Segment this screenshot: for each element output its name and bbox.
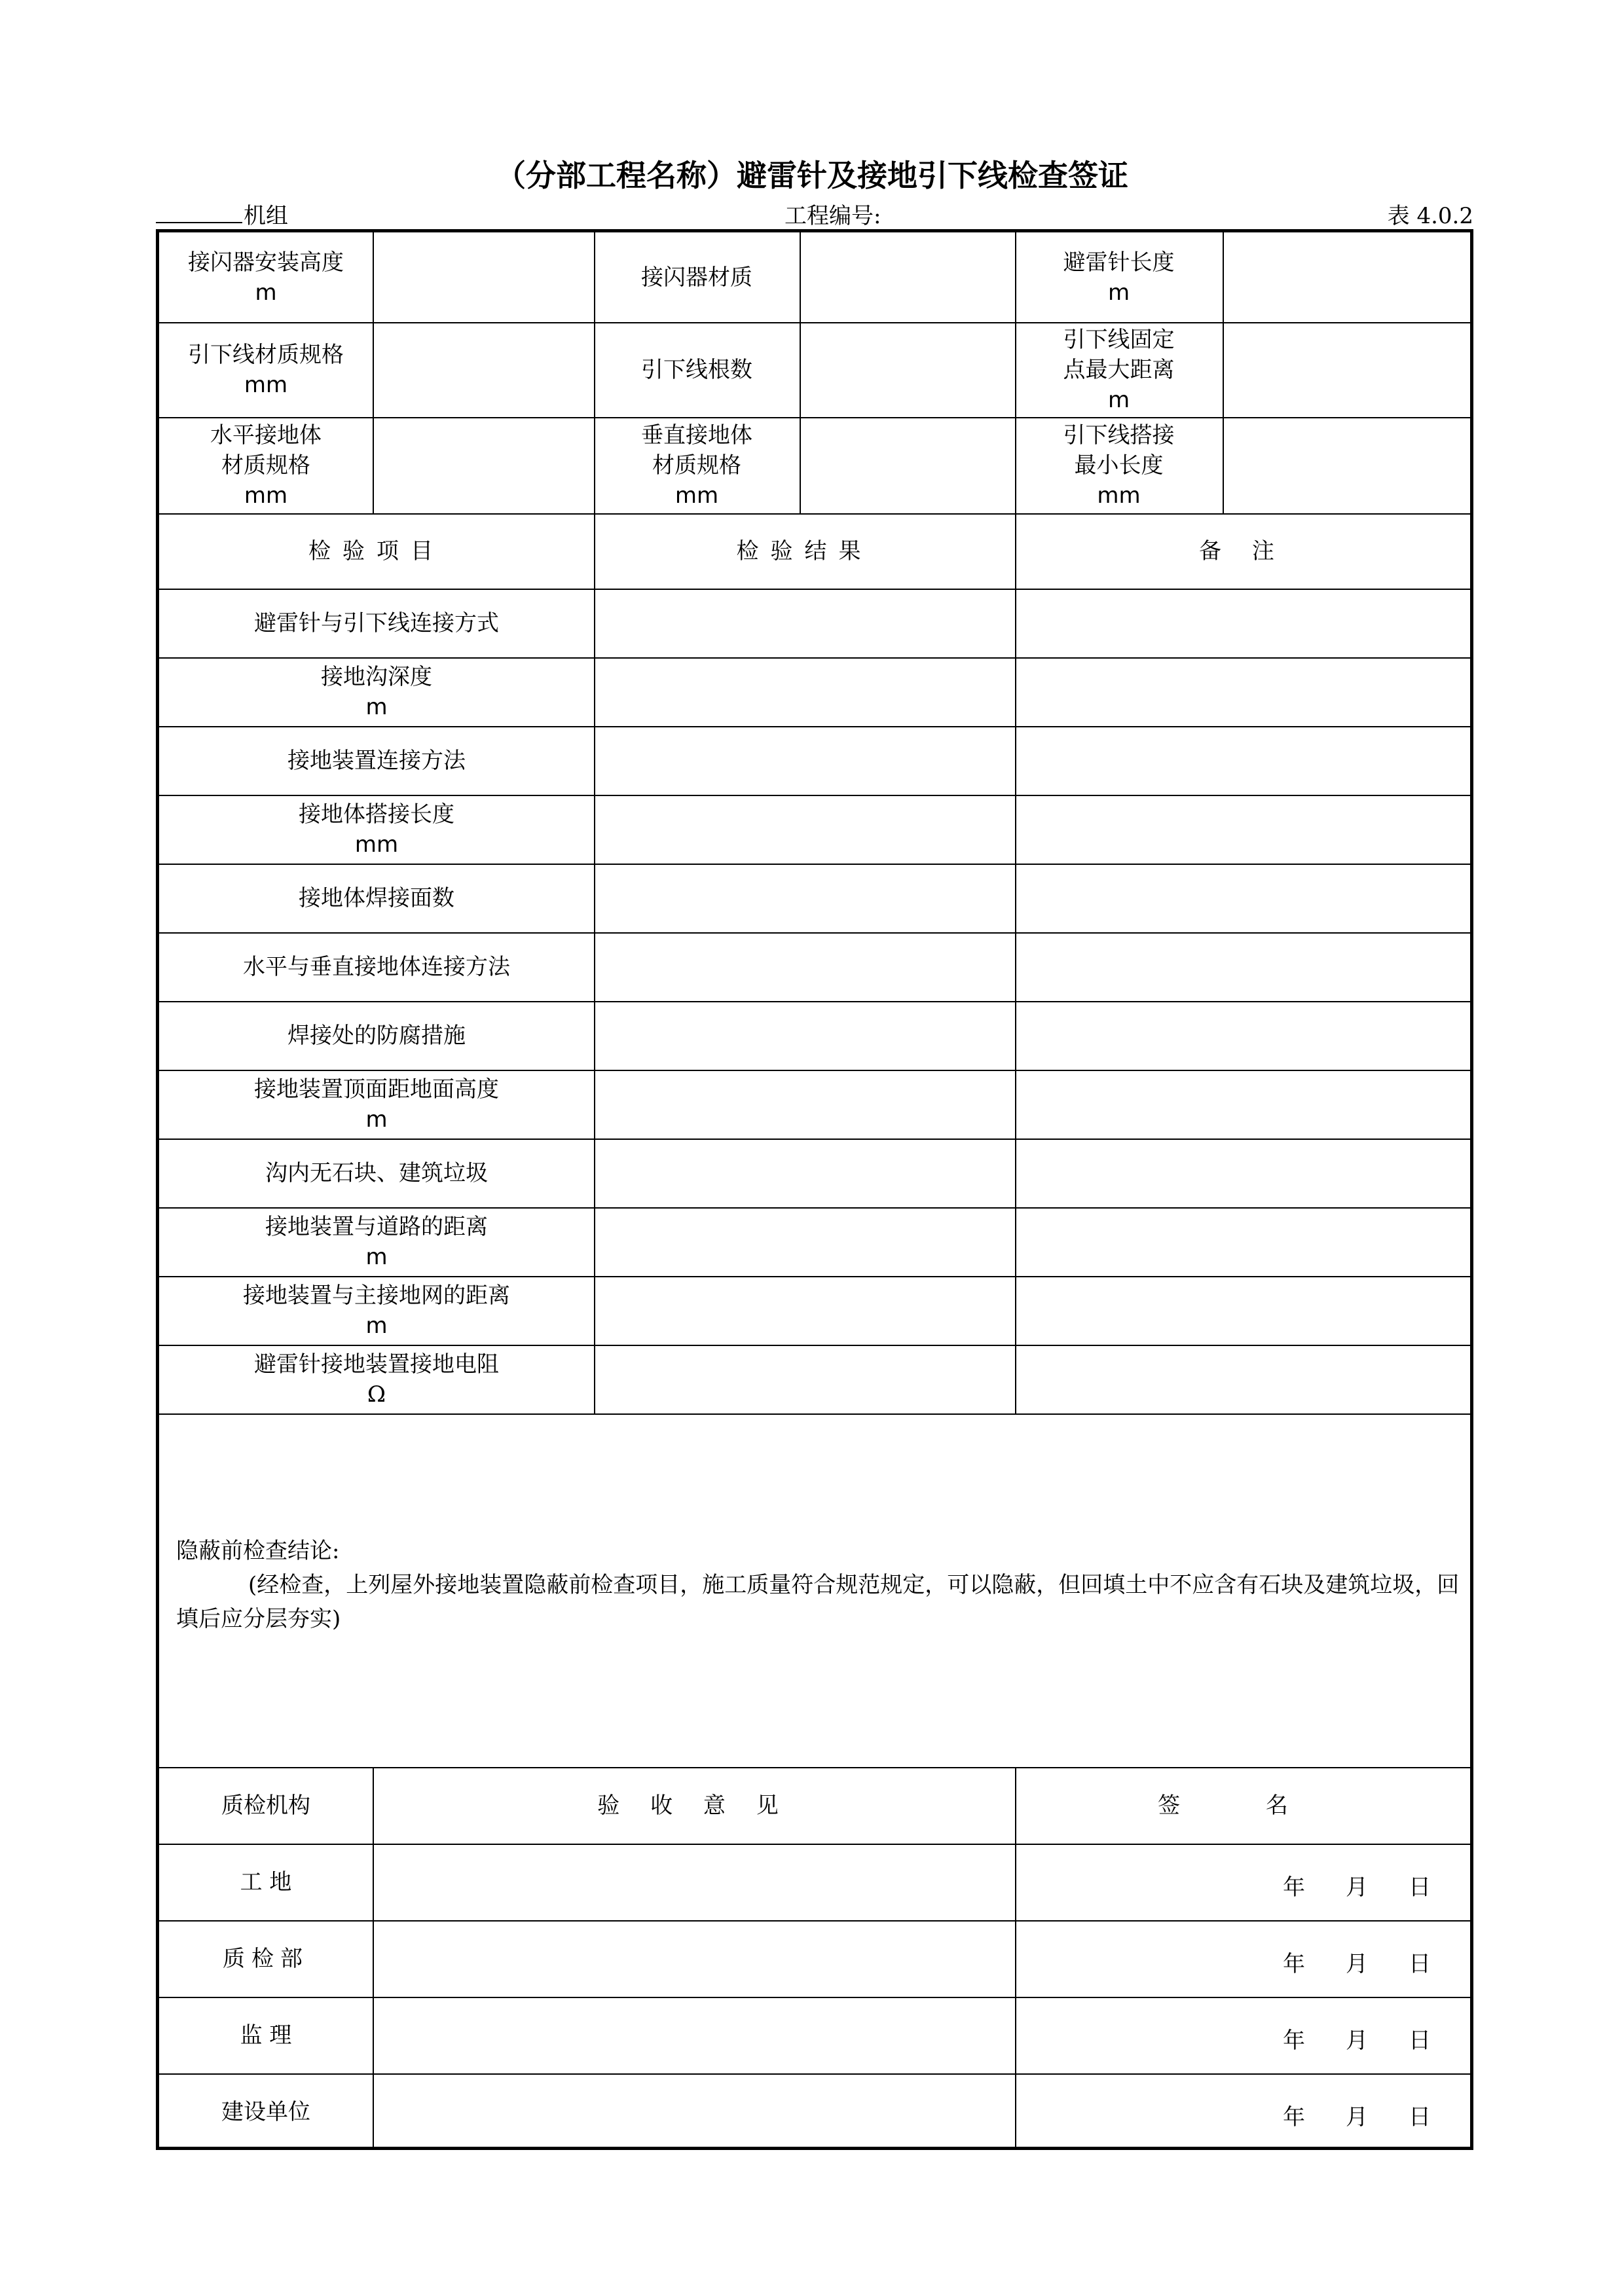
inspection-item: 接地装置与道路的距离 m <box>265 1213 488 1270</box>
inspection-item: 接地装置顶面距地面高度 m <box>254 1076 499 1133</box>
spec-label-arrester-material: 接闪器材质 <box>641 264 752 291</box>
inspection-item: 水平与垂直接地体连接方法 <box>243 953 510 980</box>
table-number: 表 4.0.2 <box>1387 203 1473 229</box>
signoff-date: 年 月 日 <box>1283 1874 1431 1901</box>
signoff-header-sign: 签 名 <box>1158 1792 1327 1819</box>
spec-label-min-lap-length: 引下线搭接 最小长度 mm <box>1063 422 1175 509</box>
spec-label-rod-length: 避雷针长度 m <box>1063 249 1175 306</box>
inspection-item: 避雷针接地装置接地电阻 Ω <box>254 1351 499 1408</box>
signoff-header-org: 质检机构 <box>221 1792 310 1819</box>
signoff-org-supervision: 监 理 <box>240 2022 292 2049</box>
inspection-item: 接地装置与主接地网的距离 m <box>243 1282 510 1339</box>
signoff-org-site: 工 地 <box>240 1868 292 1895</box>
spec-label-fixing-distance: 引下线固定 点最大距离 m <box>1063 326 1175 413</box>
col-header-result: 检验结果 <box>736 538 873 564</box>
unit-blank[interactable] <box>156 202 242 223</box>
page-title: （分部工程名称）避雷针及接地引下线检查签证 <box>496 158 1128 193</box>
inspection-form-table <box>156 229 1473 2150</box>
inspection-item: 焊接处的防腐措施 <box>287 1022 466 1049</box>
unit-field <box>156 198 288 230</box>
spec-value-rod-length[interactable] <box>1223 232 1470 322</box>
spec-label-down-conductor-count: 引下线根数 <box>641 356 752 383</box>
inspection-item: 接地装置连接方法 <box>287 747 466 774</box>
signoff-org-qc: 质检部 <box>223 1945 309 1972</box>
conclusion-block <box>176 1534 1460 1636</box>
project-no-label: 工程编号: <box>784 203 881 229</box>
inspection-item: 接地体搭接长度 mm <box>299 801 454 858</box>
spec-label-arrester-height: 接闪器安装高度 m <box>188 249 344 306</box>
signoff-date: 年 月 日 <box>1283 2104 1431 2130</box>
spec-value-arrester-material[interactable] <box>800 232 1015 322</box>
conclusion-label: 隐蔽前检查结论: <box>176 1538 340 1564</box>
col-header-item: 检验项目 <box>308 538 445 564</box>
conclusion-text: (经检查，上列屋外接地装置隐蔽前检查项目，施工质量符合规范规定，可以隐蔽，但回填土中不应含有石块及建筑垃圾，回填后应分层夯实) <box>176 1572 1460 1632</box>
inspection-item: 接地体焊接面数 <box>299 884 454 911</box>
signoff-header-opinion: 验 收 意 见 <box>597 1792 790 1819</box>
spec-value-horizontal-electrode[interactable] <box>373 417 594 513</box>
signoff-date: 年 月 日 <box>1283 2028 1431 2054</box>
spec-value-down-conductor-spec[interactable] <box>373 322 594 417</box>
spec-label-down-conductor-spec: 引下线材质规格 mm <box>188 341 344 398</box>
signoff-org-owner: 建设单位 <box>221 2098 310 2125</box>
spec-value-arrester-height[interactable] <box>373 232 594 322</box>
spec-value-vertical-electrode[interactable] <box>800 417 1015 513</box>
spec-label-vertical-electrode: 垂直接地体 材质规格 mm <box>641 422 752 509</box>
spec-value-down-conductor-count[interactable] <box>800 322 1015 417</box>
signoff-date: 年 月 日 <box>1283 1951 1431 1977</box>
spec-label-horizontal-electrode: 水平接地体 材质规格 mm <box>210 422 322 509</box>
spec-value-min-lap-length[interactable] <box>1223 417 1470 513</box>
inspection-item: 避雷针与引下线连接方式 <box>254 610 499 636</box>
inspection-item: 接地沟深度 m <box>321 663 432 720</box>
col-header-remark: 备 注 <box>1199 538 1286 564</box>
unit-suffix: 机组 <box>244 203 288 229</box>
inspection-item: 沟内无石块、建筑垃圾 <box>265 1159 488 1186</box>
spec-value-fixing-distance[interactable] <box>1223 322 1470 417</box>
